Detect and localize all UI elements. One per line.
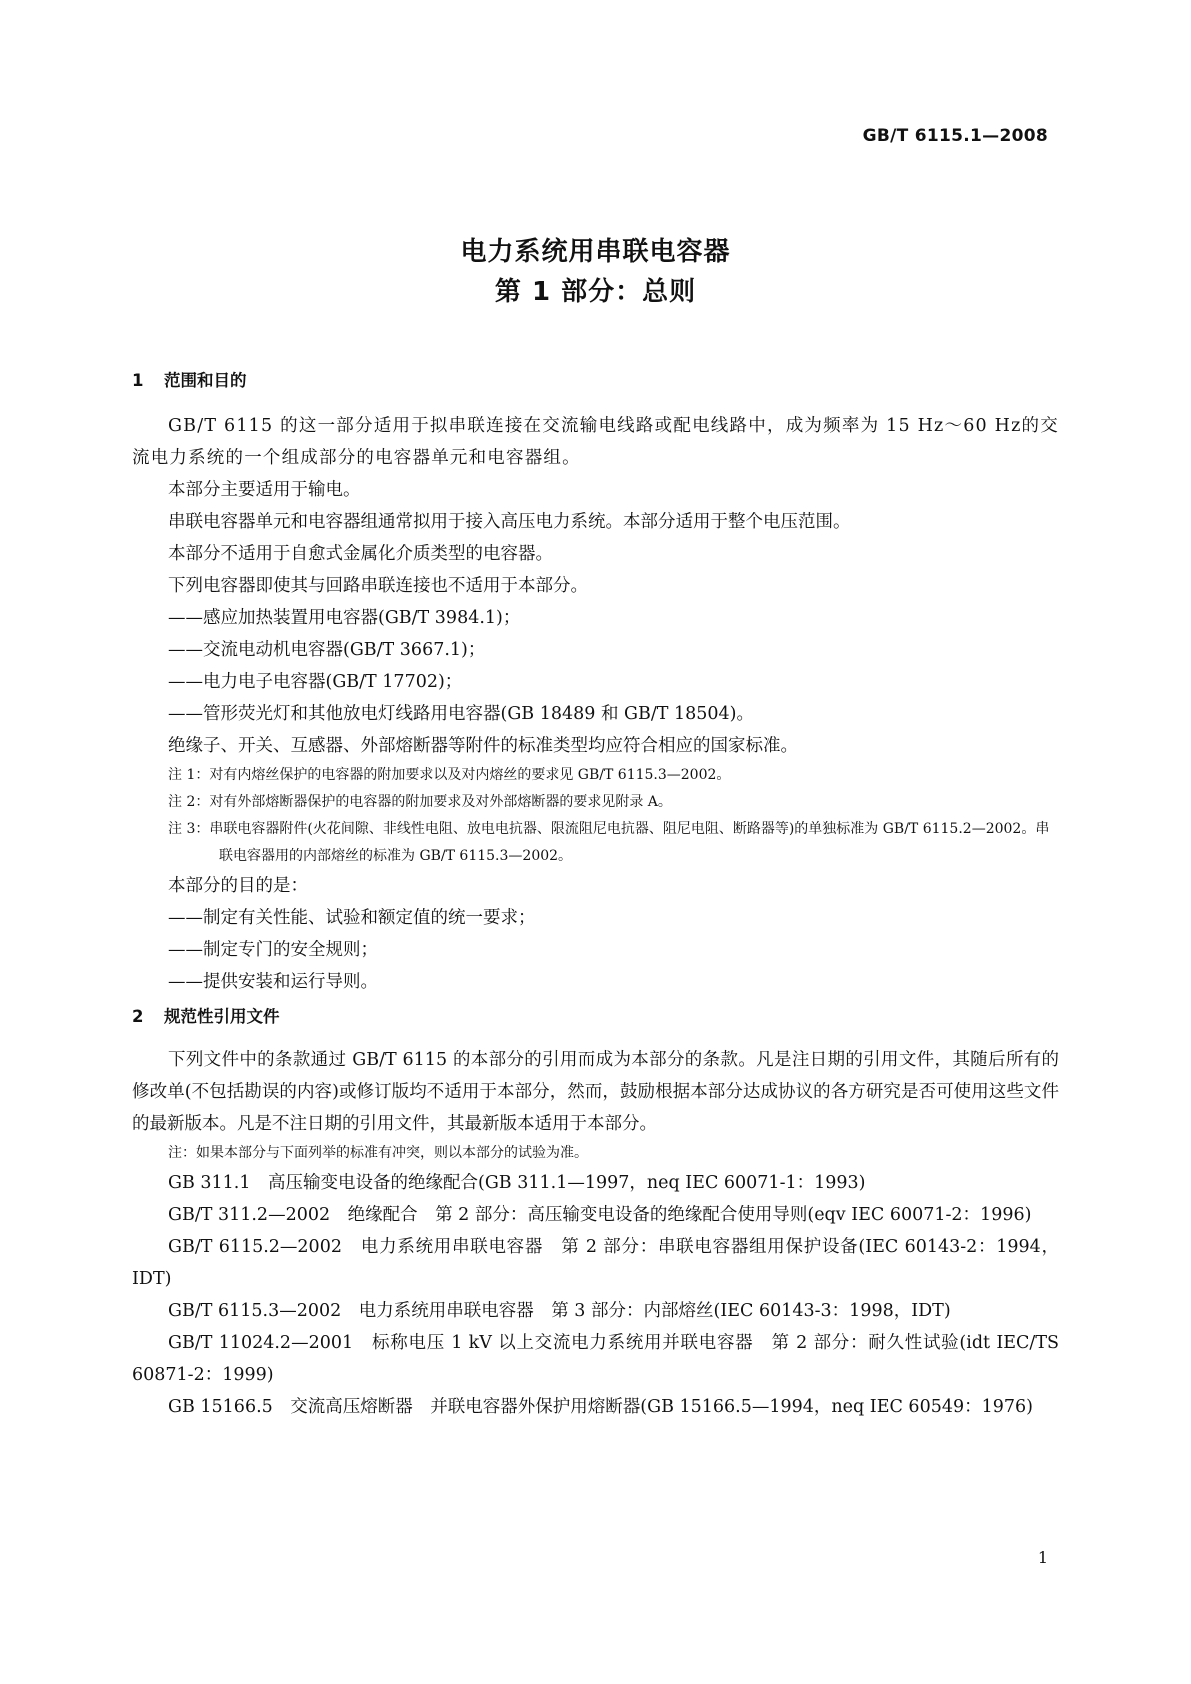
- reference-item: GB/T 6115.3—2002 电力系统用串联电容器 第 3 部分：内部熔丝(IEC 60143-3：1998，IDT): [168, 1301, 951, 1321]
- section-1-number: 1: [132, 371, 144, 390]
- section-2-heading: [132, 1002, 1059, 1032]
- scope-paragraph: GB/T 6115 的这一部分适用于拟串联连接在交流输电线路或配电线路中，成为频率为 15 Hz～60 Hz的交流电力系统的一个组成部分的电容器单元和电容器组。: [132, 416, 1059, 468]
- normative-references-paragraph: 下列文件中的条款通过 GB/T 6115 的本部分的引用而成为本部分的条款。凡是注日期的引用文件，其随后所有的修改单(不包括勘误的内容)或修订版均不适用于本部分，然而，鼓励根据本部分达成协议的各方研究是否可使用这些文件的最新版本。凡是不注日期的引用文件，其最新版本适用于本部分。: [132, 1050, 1059, 1134]
- note-2: 注 2：对有外部熔断器保护的电容器的附加要求及对外部熔断器的要求见附录 A。: [168, 794, 672, 810]
- page-number: 1: [1037, 1548, 1048, 1567]
- accessories-paragraph: 绝缘子、开关、互感器、外部熔断器等附件的标准类型均应符合相应的国家标准。: [168, 736, 798, 756]
- purpose-item: ——制定有关性能、试验和额定值的统一要求；: [168, 908, 536, 928]
- section-2-number: 2: [132, 1007, 144, 1026]
- references-note: 注：如果本部分与下面列举的标准有冲突，则以本部分的试验为准。: [168, 1145, 588, 1161]
- title-line-1: 电力系统用串联电容器: [460, 237, 731, 267]
- document-body: [132, 366, 1059, 1423]
- scope-exclusion-self-healing: 本部分不适用于自愈式金属化介质类型的电容器。: [168, 544, 553, 564]
- reference-item: GB 15166.5 交流高压熔断器 并联电容器外保护用熔断器(GB 15166.5—1994，neq IEC 60549：1976): [168, 1397, 1033, 1417]
- section-1-heading: [132, 366, 1059, 396]
- standard-code: GB/T 6115.1—2008: [862, 126, 1048, 146]
- note-1: 注 1：对有内熔丝保护的电容器的附加要求以及对内熔丝的要求见 GB/T 6115.3—2002。: [168, 767, 731, 783]
- title-line-2: 第 1 部分：总则: [494, 277, 697, 307]
- reference-item: GB/T 11024.2—2001 标称电压 1 kV 以上交流电力系统用并联电容器 第 2 部分：耐久性试验(idt IEC/TS 60871-2：1999): [132, 1333, 1059, 1385]
- purpose-item: ——提供安装和运行导则。: [168, 972, 378, 992]
- document-title: [0, 232, 1191, 312]
- scope-transmission: 本部分主要适用于输电。: [168, 480, 361, 500]
- purpose-item: ——制定专门的安全规则；: [168, 940, 378, 960]
- excluded-item: ——感应加热装置用电容器(GB/T 3984.1)；: [168, 608, 521, 628]
- reference-item: GB/T 311.2—2002 绝缘配合 第 2 部分：高压输变电设备的绝缘配合使用导则(eqv IEC 60071-2：1996): [168, 1205, 1032, 1225]
- section-1-title: 范围和目的: [164, 371, 247, 390]
- scope-exclusion-intro: 下列电容器即使其与回路串联连接也不适用于本部分。: [168, 576, 588, 596]
- note-3: 注 3：串联电容器附件(火花间隙、非线性电阻、放电电抗器、限流阻尼电抗器、阻尼电阻、断路器等)的单独标准为 GB/T 6115.2—2002。串联电容器用的内部熔丝的标准为 GB/T 6115.3—2002。: [168, 821, 1050, 864]
- reference-item: GB 311.1 高压输变电设备的绝缘配合(GB 311.1—1997，neq IEC 60071-1：1993): [168, 1173, 866, 1193]
- section-2-title: 规范性引用文件: [164, 1007, 280, 1026]
- reference-item: GB/T 6115.2—2002 电力系统用串联电容器 第 2 部分：串联电容器组用保护设备(IEC 60143-2：1994，IDT): [132, 1237, 1059, 1289]
- excluded-item: ——管形荧光灯和其他放电灯线路用电容器(GB 18489 和 GB/T 18504)。: [168, 704, 754, 724]
- excluded-item: ——电力电子电容器(GB/T 17702)；: [168, 672, 463, 692]
- excluded-item: ——交流电动机电容器(GB/T 3667.1)；: [168, 640, 486, 660]
- purpose-intro: 本部分的目的是：: [168, 876, 308, 896]
- scope-high-voltage: 串联电容器单元和电容器组通常拟用于接入高压电力系统。本部分适用于整个电压范围。: [168, 512, 851, 532]
